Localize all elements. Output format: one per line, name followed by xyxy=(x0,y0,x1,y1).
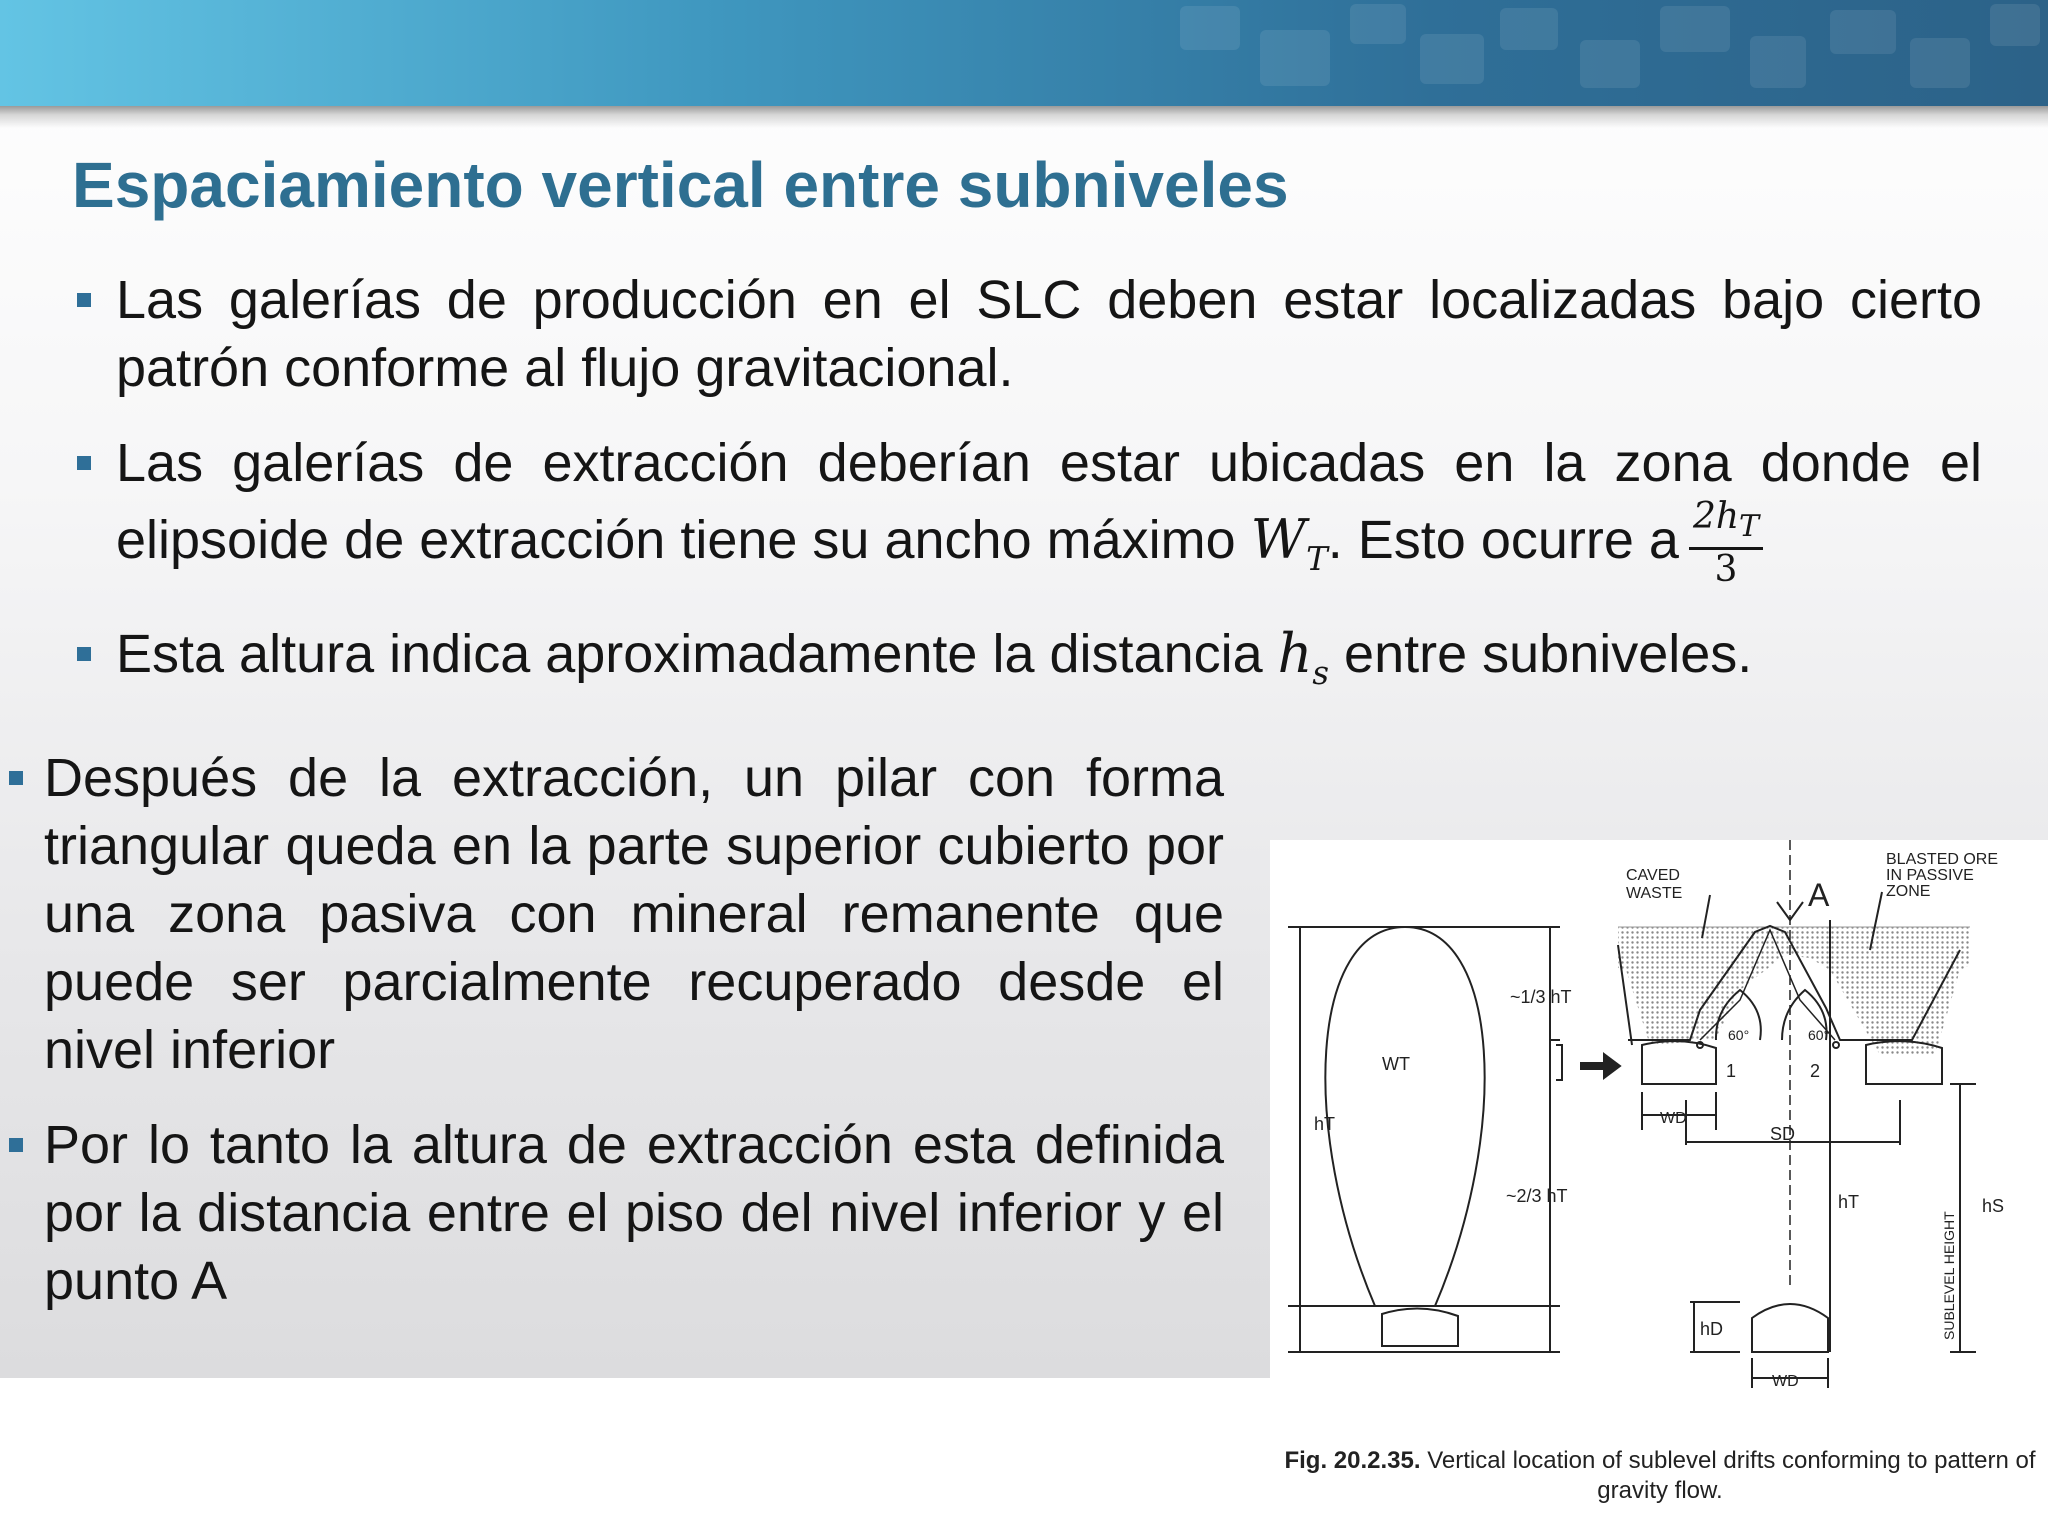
slide-title: Espaciamiento vertical entre subniveles xyxy=(72,149,1289,221)
caved-waste-label-1: CAVED xyxy=(1626,867,1680,884)
math-variable-hs: $h_s$ xyxy=(1277,621,1330,692)
num-2-label: 2 xyxy=(1810,1061,1821,1081)
wd-top-label: WD xyxy=(1660,1110,1687,1127)
angle-2-label: 60° xyxy=(1808,1027,1830,1043)
fraction-two-thirds-ht: $\frac{2h_T}{3}$ xyxy=(1689,497,1763,590)
figure-diagram xyxy=(1270,840,2048,1440)
two-thirds-ht-label: ~2/3 hT xyxy=(1506,1186,1568,1206)
bullet-square-icon xyxy=(77,293,91,307)
blasted-ore-label-2: IN PASSIVE xyxy=(1886,867,1974,884)
bullet-text-after: . Esto ocurre a xyxy=(1327,509,1679,570)
bottom-bullet-list xyxy=(4,744,1224,1342)
hd-label: hD xyxy=(1700,1319,1724,1339)
bullet-text: Después de la extracción, un pilar con forma triangular queda en la parte superior cubierto por una zona pasiva con mineral remanente que puede ser parcialmente recuperado desde el nivel inferior xyxy=(44,748,1224,1080)
bullet-text: Esta altura indica aproximadamente la distancia xyxy=(116,623,1278,684)
bullet-text: Las galerías de extracción deberían estar ubicadas en la zona donde el elipsoide de extracción tiene su ancho máximo xyxy=(116,433,1982,570)
bullet-text: Por lo tanto la altura de extracción esta definida por la distancia entre el piso del nivel inferior y el punto A xyxy=(44,1115,1224,1311)
bullet-item xyxy=(72,429,1982,593)
figure-gravity-flow xyxy=(1270,840,2048,1535)
bullet-item xyxy=(72,266,1982,402)
third-ht-label: ~1/3 hT xyxy=(1510,987,1572,1007)
angle-1-label: 60° xyxy=(1728,1027,1750,1043)
bullet-text: Las galerías de producción en el SLC deben estar localizadas bajo cierto patrón conforme al flujo gravitacional. xyxy=(116,270,1982,398)
header-band xyxy=(0,0,2048,106)
ht-left-label: hT xyxy=(1314,1114,1336,1134)
top-bullet-list xyxy=(72,266,1982,733)
bullet-square-icon xyxy=(77,456,91,470)
bullet-square-icon xyxy=(9,1138,23,1152)
bullet-item xyxy=(72,620,1982,707)
wt-label: WT xyxy=(1382,1054,1410,1074)
sublevel-height-label: SUBLEVEL HEIGHT xyxy=(1941,1211,1957,1340)
bullet-item xyxy=(4,744,1224,1084)
caved-waste-label-2: WASTE xyxy=(1626,885,1683,902)
figure-caption: Fig. 20.2.35. Vertical location of sublevel drifts conforming to pattern of gravity flow. xyxy=(1284,1447,2036,1504)
blasted-ore-label-3: ZONE xyxy=(1886,883,1931,900)
ht-right-label: hT xyxy=(1838,1192,1860,1212)
hs-label: hS xyxy=(1982,1196,2005,1216)
bullet-square-icon xyxy=(77,647,91,661)
sd-label: SD xyxy=(1770,1124,1796,1144)
bullet-square-icon xyxy=(9,771,23,785)
bullet-text-after: entre subniveles. xyxy=(1329,623,1753,684)
header-shadow xyxy=(0,106,2048,128)
math-variable-wt: $W_T$ xyxy=(1250,507,1328,578)
bullet-item xyxy=(4,1111,1224,1315)
point-a-label: A xyxy=(1808,877,1830,913)
wd-bottom-label: WD xyxy=(1772,1373,1799,1390)
blasted-ore-label-1: BLASTED ORE xyxy=(1886,851,1999,868)
num-1-label: 1 xyxy=(1726,1061,1737,1081)
